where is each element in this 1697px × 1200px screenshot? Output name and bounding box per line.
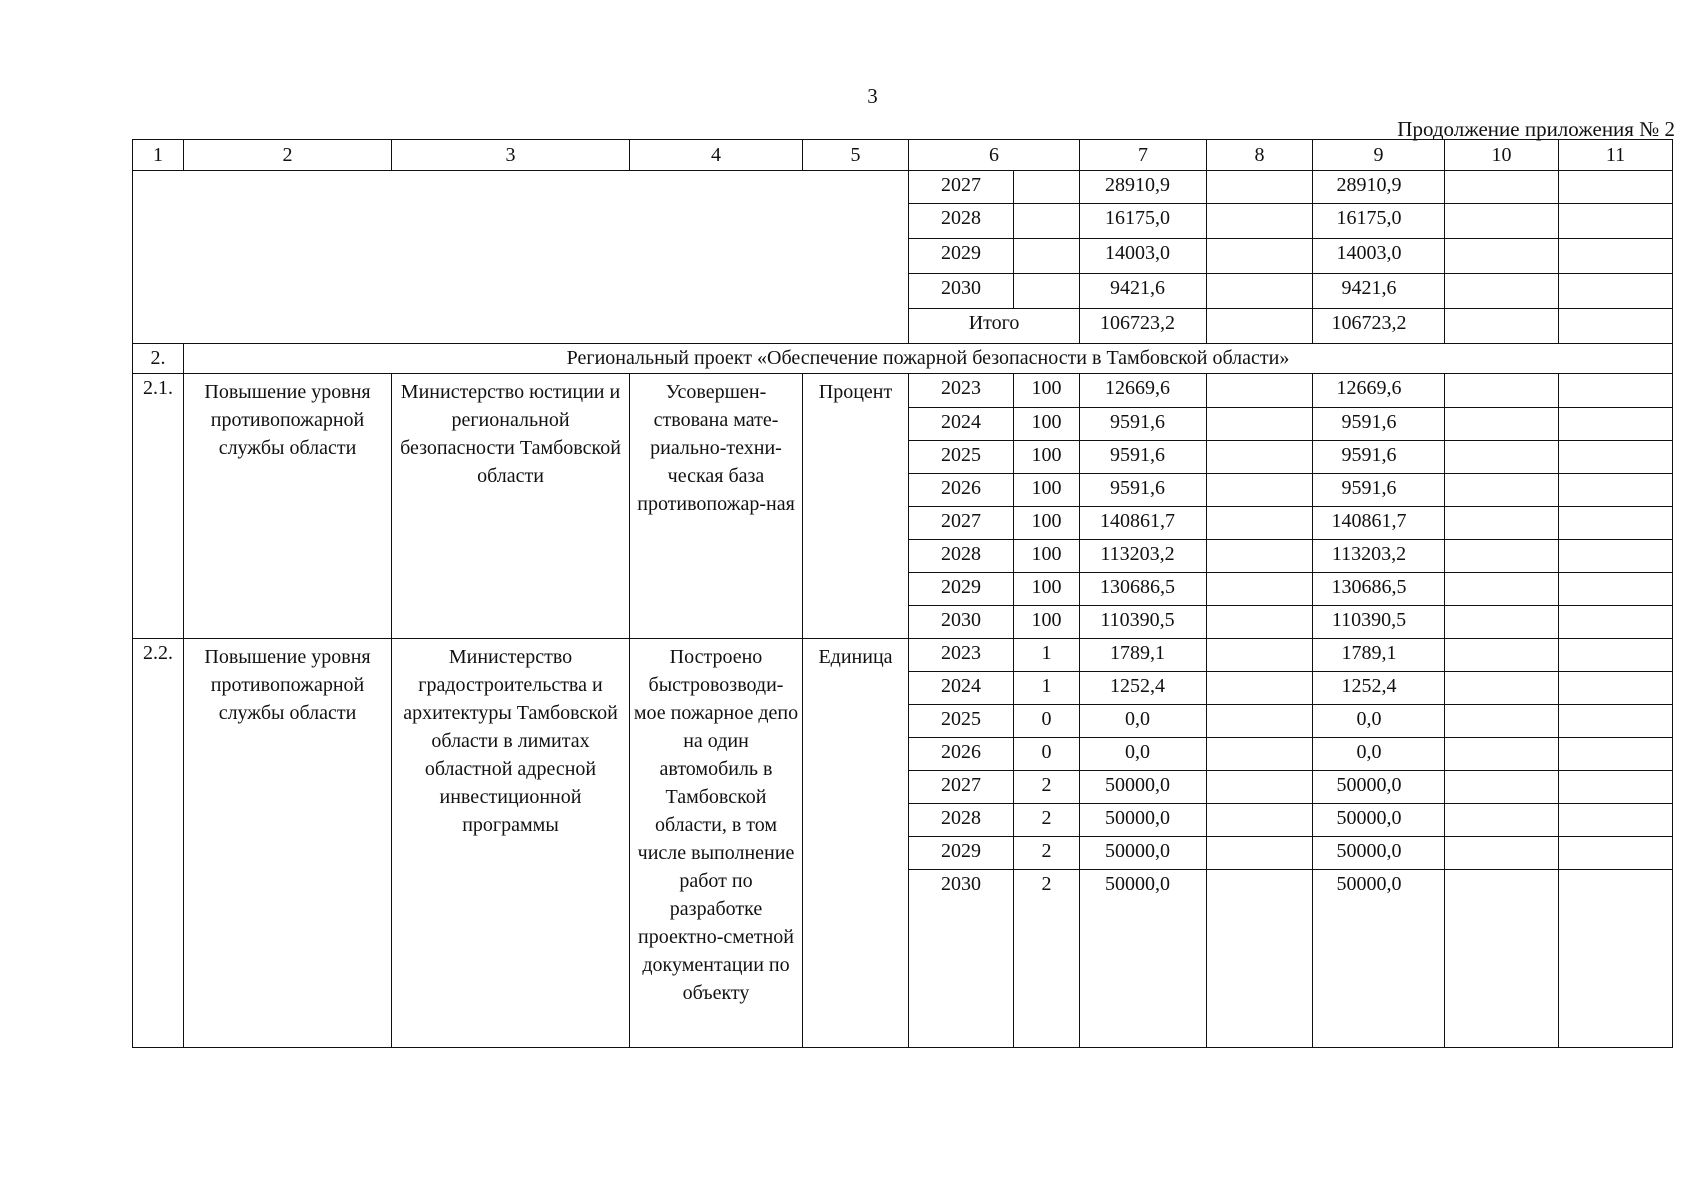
value-col10-cell [1445,672,1559,705]
table-row [133,374,1673,408]
value-col10-cell [1445,870,1559,1048]
col-header-2: 2 [184,140,392,171]
col-header-8: 8 [1207,140,1313,171]
value-col11-cell [1559,672,1673,705]
year-cell: 2024 [909,672,1014,705]
value-col8-cell [1207,374,1313,408]
column-number-row [133,140,1673,171]
col-header-5: 5 [803,140,909,171]
year-cell: 2030 [909,870,1014,1048]
value-col8-cell [1207,573,1313,606]
value-col7-cell: 0,0 [1080,705,1207,738]
value-col9-cell: 50000,0 [1313,804,1445,837]
col-header-1: 1 [133,140,184,171]
col-header-11: 11 [1559,140,1673,171]
value-col7-cell: 28910,9 [1080,171,1207,204]
appendix-table [132,139,1673,1048]
quantity-cell: 100 [1014,540,1080,573]
year-cell: 2029 [909,837,1014,870]
quantity-cell: 2 [1014,771,1080,804]
value-col10-cell [1445,573,1559,606]
value-col7-cell: 1252,4 [1080,672,1207,705]
value-col10-cell [1445,474,1559,507]
value-col8-cell [1207,204,1313,239]
item-unit: Процент [803,374,909,639]
col-header-7: 7 [1080,140,1207,171]
value-col9-cell: 9591,6 [1313,441,1445,474]
quantity-cell: 0 [1014,738,1080,771]
value-col8-cell [1207,738,1313,771]
value-col9-cell: 9421,6 [1313,274,1445,309]
year-cell: 2028 [909,540,1014,573]
item-unit: Единица [803,639,909,1048]
col-header-6: 6 [909,140,1080,171]
year-cell: 2024 [909,408,1014,441]
continuation-blank-cell [133,171,909,344]
quantity-cell: 1 [1014,639,1080,672]
value-col9-cell: 0,0 [1313,705,1445,738]
value-col8-cell [1207,507,1313,540]
year-cell: 2027 [909,507,1014,540]
value-col9-cell: 130686,5 [1313,573,1445,606]
quantity-cell [1014,171,1080,204]
value-col7-cell: 9421,6 [1080,274,1207,309]
value-col9-cell: 14003,0 [1313,239,1445,274]
item-number: 2.2. [133,639,184,1048]
value-col11-cell [1559,239,1673,274]
value-col7-cell: 50000,0 [1080,837,1207,870]
value-col9-cell: 140861,7 [1313,507,1445,540]
year-cell: 2023 [909,374,1014,408]
year-cell: 2025 [909,705,1014,738]
value-col10-cell [1445,606,1559,639]
quantity-cell: 0 [1014,705,1080,738]
year-cell: 2027 [909,171,1014,204]
quantity-cell: 2 [1014,870,1080,1048]
value-col8-cell [1207,672,1313,705]
value-col10-cell [1445,441,1559,474]
value-col11-cell [1559,540,1673,573]
quantity-cell: 100 [1014,507,1080,540]
value-col11-cell [1559,171,1673,204]
value-col10-cell [1445,507,1559,540]
year-cell: 2023 [909,639,1014,672]
value-col11-cell [1559,738,1673,771]
value-col9-cell: 12669,6 [1313,374,1445,408]
year-cell: 2030 [909,606,1014,639]
total-label: Итого [909,309,1080,344]
quantity-cell: 100 [1014,474,1080,507]
value-col7-cell: 14003,0 [1080,239,1207,274]
value-col8-cell [1207,239,1313,274]
total-col7: 106723,2 [1080,309,1207,344]
quantity-cell: 100 [1014,573,1080,606]
year-cell: 2029 [909,239,1014,274]
quantity-cell [1014,204,1080,239]
value-col7-cell: 9591,6 [1080,474,1207,507]
value-col11-cell [1559,474,1673,507]
value-col8-cell [1207,837,1313,870]
value-col7-cell: 50000,0 [1080,771,1207,804]
value-col8-cell [1207,771,1313,804]
quantity-cell: 100 [1014,606,1080,639]
value-col8-cell [1207,171,1313,204]
value-col11-cell [1559,507,1673,540]
section-row [133,344,1673,374]
value-col10-cell [1445,738,1559,771]
value-col11-cell [1559,573,1673,606]
value-col8-cell [1207,639,1313,672]
total-col9: 106723,2 [1313,309,1445,344]
year-cell: 2026 [909,474,1014,507]
value-col10-cell [1445,274,1559,309]
value-col7-cell: 110390,5 [1080,606,1207,639]
year-cell: 2028 [909,204,1014,239]
value-col10-cell [1445,639,1559,672]
appendix-continuation-label: Продолжение приложения № 2 [1397,117,1675,141]
value-col7-cell: 12669,6 [1080,374,1207,408]
value-col7-cell: 50000,0 [1080,804,1207,837]
value-col11-cell [1559,639,1673,672]
value-col8-cell [1207,408,1313,441]
value-col9-cell: 9591,6 [1313,474,1445,507]
quantity-cell: 2 [1014,837,1080,870]
value-col11-cell [1559,771,1673,804]
value-col7-cell: 9591,6 [1080,408,1207,441]
value-col11-cell [1559,408,1673,441]
value-col10-cell [1445,837,1559,870]
section-number: 2. [133,344,184,374]
value-col8-cell [1207,804,1313,837]
year-cell: 2025 [909,441,1014,474]
section-title: Региональный проект «Обеспечение пожарной безопасности в Тамбовской области» [184,344,1673,374]
value-col8-cell [1207,870,1313,1048]
value-col10-cell [1445,374,1559,408]
item-name: Повышение уровня противопожарной службы области [184,374,392,639]
value-col7-cell: 1789,1 [1080,639,1207,672]
year-cell: 2030 [909,274,1014,309]
value-col11-cell [1559,705,1673,738]
total-col8 [1207,309,1313,344]
value-col8-cell [1207,540,1313,573]
value-col10-cell [1445,408,1559,441]
value-col10-cell [1445,171,1559,204]
value-col7-cell: 130686,5 [1080,573,1207,606]
col-header-9: 9 [1313,140,1445,171]
item-result: Построено быстровозводи-мое пожарное депо на один автомобиль в Тамбовской области, в том числе выполнение работ по разработке проектно-сметной документации по объекту [630,639,803,1048]
value-col7-cell: 16175,0 [1080,204,1207,239]
quantity-cell: 100 [1014,408,1080,441]
item-name: Повышение уровня противопожарной службы области [184,639,392,1048]
year-cell: 2029 [909,573,1014,606]
value-col9-cell: 9591,6 [1313,408,1445,441]
value-col9-cell: 50000,0 [1313,771,1445,804]
value-col11-cell [1559,837,1673,870]
year-cell: 2028 [909,804,1014,837]
value-col7-cell: 0,0 [1080,738,1207,771]
value-col10-cell [1445,771,1559,804]
item-result: Усовершен-ствована мате-риально-техни-ческая база противопожар-ная [630,374,803,639]
quantity-cell: 2 [1014,804,1080,837]
value-col9-cell: 1252,4 [1313,672,1445,705]
value-col7-cell: 50000,0 [1080,870,1207,1048]
value-col8-cell [1207,474,1313,507]
value-col9-cell: 113203,2 [1313,540,1445,573]
value-col11-cell [1559,274,1673,309]
col-header-4: 4 [630,140,803,171]
value-col11-cell [1559,441,1673,474]
value-col11-cell [1559,870,1673,1048]
value-col9-cell: 0,0 [1313,738,1445,771]
page-number: 3 [867,84,878,108]
table-row [133,639,1673,672]
value-col10-cell [1445,804,1559,837]
col-header-10: 10 [1445,140,1559,171]
item-executor: Министерство градостроительства и архитектуры Тамбовской области в лимитах областной адресной инвестиционной программы [392,639,630,1048]
value-col7-cell: 140861,7 [1080,507,1207,540]
value-col11-cell [1559,204,1673,239]
total-col11 [1559,309,1673,344]
total-col10 [1445,309,1559,344]
value-col8-cell [1207,606,1313,639]
item-executor: Министерство юстиции и региональной безопасности Тамбовской области [392,374,630,639]
value-col9-cell: 28910,9 [1313,171,1445,204]
value-col7-cell: 113203,2 [1080,540,1207,573]
value-col9-cell: 110390,5 [1313,606,1445,639]
quantity-cell: 100 [1014,374,1080,408]
value-col8-cell [1207,705,1313,738]
value-col9-cell: 50000,0 [1313,837,1445,870]
value-col7-cell: 9591,6 [1080,441,1207,474]
value-col10-cell [1445,705,1559,738]
value-col11-cell [1559,374,1673,408]
quantity-cell: 1 [1014,672,1080,705]
value-col11-cell [1559,606,1673,639]
value-col11-cell [1559,804,1673,837]
quantity-cell: 100 [1014,441,1080,474]
value-col10-cell [1445,204,1559,239]
value-col8-cell [1207,441,1313,474]
year-cell: 2027 [909,771,1014,804]
item-number: 2.1. [133,374,184,639]
table-row [133,171,1673,204]
quantity-cell [1014,239,1080,274]
value-col9-cell: 1789,1 [1313,639,1445,672]
value-col9-cell: 50000,0 [1313,870,1445,1048]
value-col9-cell: 16175,0 [1313,204,1445,239]
year-cell: 2026 [909,738,1014,771]
value-col8-cell [1207,274,1313,309]
col-header-3: 3 [392,140,630,171]
quantity-cell [1014,274,1080,309]
value-col10-cell [1445,540,1559,573]
value-col10-cell [1445,239,1559,274]
